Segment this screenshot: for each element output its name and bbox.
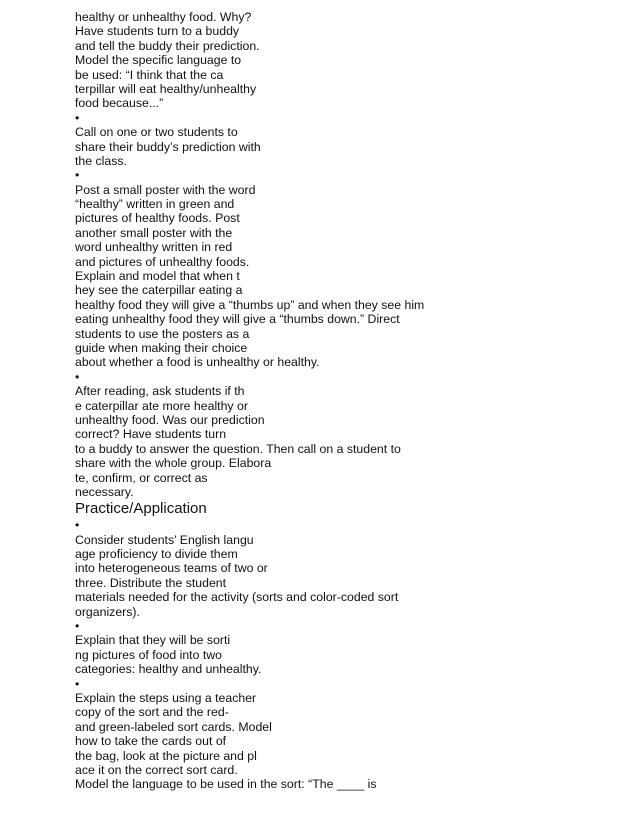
text-line: materials needed for the activity (sorts and color-coded sort (75, 590, 399, 605)
bullet-marker: • (75, 676, 80, 691)
text-line: word unhealthy written in red (75, 240, 233, 255)
text-lines-after-heading (75, 518, 625, 791)
text-line: age proficiency to divide them (75, 547, 238, 562)
text-line: “healthy” written in green and (75, 197, 235, 212)
text-line: te, confirm, or correct as (75, 470, 208, 485)
text-line: Explain the steps using a teacher (75, 690, 257, 705)
text-line: Post a small poster with the word (75, 182, 256, 197)
text-line: unhealthy food. Was our prediction (75, 412, 265, 427)
text-line: necessary. (75, 484, 134, 499)
bullet-marker: • (75, 518, 80, 533)
text-line: be used: “I think that the ca (75, 67, 224, 82)
text-line: guide when making their choice (75, 340, 248, 355)
text-line: and pictures of unhealthy foods. (75, 254, 250, 269)
bullet-marker: • (75, 168, 80, 183)
text-line: food because...” (75, 96, 164, 111)
text-line: Call on one or two students to (75, 125, 238, 140)
text-line: Consider students’ English langu (75, 532, 254, 547)
text-line: healthy or unhealthy food. Why? (75, 10, 252, 24)
text-line: After reading, ask students if th (75, 384, 245, 399)
text-line: share their buddy’s prediction with (75, 139, 261, 154)
text-line: and tell the buddy their prediction. (75, 38, 260, 53)
text-line: healthy food they will give a “thumbs up” and when they see him (75, 297, 425, 312)
text-line: how to take the cards out of (75, 734, 227, 749)
text-line: categories: healthy and unhealthy. (75, 662, 262, 677)
text-line: Explain and model that when t (75, 269, 240, 284)
text-line: terpillar will eat healthy/unhealthy (75, 81, 257, 96)
text-line: to a buddy to answer the question. Then call on a student to (75, 441, 401, 456)
text-line: share with the whole group. Elabora (75, 456, 272, 471)
text-line: three. Distribute the student (75, 575, 227, 590)
text-line: and green-labeled sort cards. Model (75, 719, 272, 734)
text-line: students to use the posters as a (75, 326, 250, 341)
text-line: another small poster with the (75, 225, 233, 240)
document-body (75, 10, 625, 792)
text-line: about whether a food is unhealthy or healthy. (75, 355, 320, 370)
text-line: organizers). (75, 604, 140, 619)
text-line: ace it on the correct sort card. (75, 762, 238, 777)
text-line: hey see the caterpillar eating a (75, 283, 243, 298)
text-line: Have students turn to a buddy (75, 24, 240, 39)
text-line: Model the specific language to (75, 53, 242, 68)
bullet-marker: • (75, 619, 80, 634)
text-line: ng pictures of food into two (75, 647, 222, 662)
text-line: correct? Have students turn (75, 427, 227, 442)
text-line: Explain that they will be sorti (75, 633, 231, 648)
text-line: pictures of healthy foods. Post (75, 211, 240, 226)
text-line: into heterogeneous teams of two or (75, 561, 268, 576)
text-line: the class. (75, 153, 127, 168)
text-line: eating unhealthy food they will give a “thumbs down.” Direct (75, 312, 400, 327)
text-line: the bag, look at the picture and pl (75, 748, 257, 763)
text-line: Model the language to be used in the sort: “The ____ is (75, 777, 377, 792)
bullet-marker: • (75, 369, 80, 384)
bullet-marker: • (75, 110, 80, 125)
text-line: e caterpillar ate more healthy or (75, 398, 248, 413)
text-lines-before-heading (75, 10, 625, 499)
text-line: copy of the sort and the red- (75, 705, 229, 720)
section-heading: Practice/Application (75, 500, 207, 518)
